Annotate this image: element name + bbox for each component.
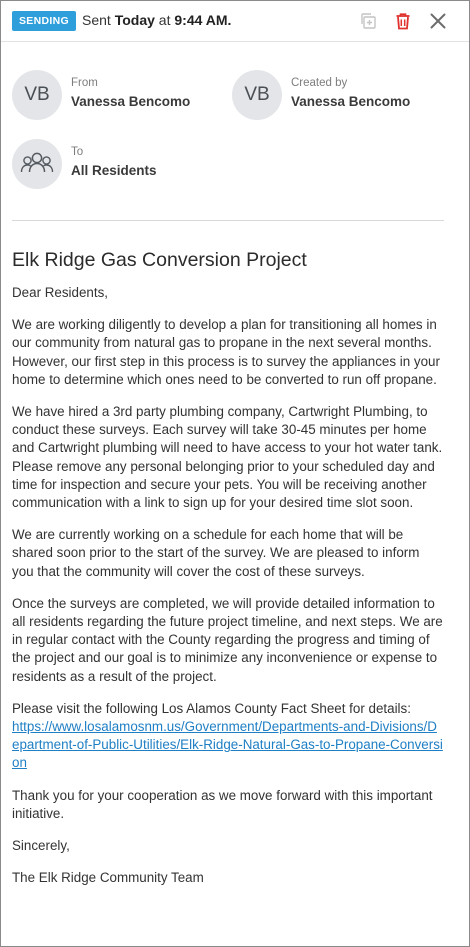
created-by-label: Created by	[291, 77, 348, 89]
sent-at: at	[154, 12, 175, 28]
sender-row	[1, 70, 469, 122]
sent-prefix: Sent	[82, 12, 115, 28]
status-badge: SENDING	[12, 11, 76, 31]
group-icon	[12, 139, 62, 189]
to-label: To	[71, 146, 84, 158]
message-title: Elk Ridge Gas Conversion Project	[12, 249, 307, 271]
header-divider	[12, 220, 444, 221]
message-header-bar	[1, 1, 469, 42]
message-body	[12, 246, 444, 901]
from-label: From	[71, 77, 98, 89]
message-paragraph-2: We have hired a 3rd party plumbing company, Cartwright Plumbing, to conduct these surveys. Each survey will take 30-45 minutes per home and Cartwright plumbing will need to have access to your hot water tank. Please remove any personal belonging prior to your scheduled day and time for inspection and secure your pets. You will be receiving another communication with a link to sign up for your desired time slot soon.	[12, 404, 443, 511]
message-paragraph-4: Once the surveys are completed, we will provide detailed information to all residents regarding the future project timeline, and next steps. We are in regular contact with the County regarding the progress and timing of the project and our goal is to minimize any inconvenience or expense to residents as a result of the project.	[12, 595, 443, 684]
created-by-avatar: VB	[232, 70, 282, 120]
created-by-name: Vanessa Bencomo	[291, 94, 411, 109]
message-paragraph-5	[12, 700, 444, 773]
group-avatar	[12, 139, 62, 189]
fact-sheet-link[interactable]: https://www.losalamosnm.us/Government/Departments-and-Divisions/Department-of-Public-Utilities/Elk-Ridge-Natural-Gas-to-Propane-Conversion	[12, 719, 443, 771]
copy-icon[interactable]	[358, 11, 378, 31]
message-paragraph-1: We are working diligently to develop a plan for transitioning all homes in our community from natural gas to propane in the next several months. However, our first step in this process is to survey the appliances in your home to determine which ones need to be converted to run off propane.	[12, 317, 440, 387]
from-name: Vanessa Bencomo	[71, 94, 191, 109]
trash-icon[interactable]	[393, 11, 413, 31]
recipient-row	[1, 139, 469, 191]
message-paragraph-6: Thank you for your cooperation as we move forward with this important initiative.	[12, 787, 433, 821]
fact-sheet-text: Please visit the following Los Alamos County Fact Sheet for details:	[12, 700, 411, 716]
message-signature: The Elk Ridge Community Team	[12, 870, 204, 886]
to-value: All Residents	[71, 163, 157, 178]
message-paragraph-3: We are currently working on a schedule for each home that will be shared soon prior to the start of the survey. We are pleased to inform you that the community will cover the cost of these surveys.	[12, 527, 420, 579]
from-avatar: VB	[12, 70, 62, 120]
close-icon[interactable]	[428, 11, 448, 31]
sent-day: Today	[114, 12, 155, 28]
sent-status-text	[82, 12, 231, 28]
sent-time: 9:44 AM.	[174, 12, 232, 28]
message-closing: Sincerely,	[12, 838, 70, 854]
message-greeting: Dear Residents,	[12, 285, 109, 300]
